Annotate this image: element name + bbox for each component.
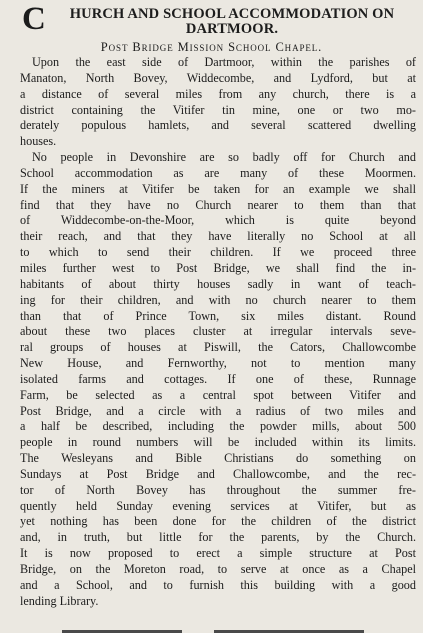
- article-line: Sundays at Post Bridge and Challowcombe, and the rec-: [20, 466, 416, 481]
- article-line: Bridge, on the Moreton road, to serve at once as a Chapel: [20, 562, 416, 576]
- article-line: about these two places cluster at irregular intervals seve-: [20, 324, 416, 339]
- article-line: New House, and Fernworthy, not to mention many: [20, 356, 416, 371]
- article-line: their reach, and that they have literally no School at all: [20, 229, 416, 244]
- article-line: than that of Prince Town, six miles distant. Round: [20, 308, 416, 323]
- article-line: The Wesleyans and Bible Christians do something on: [20, 451, 416, 466]
- article-line: Farm, be selected as a central spot between Vitifer and: [20, 387, 416, 402]
- article-line: to which to send their children. If we proceed three: [20, 245, 416, 260]
- headline-drop-cap: C: [22, 1, 46, 37]
- article-line: yet nothing has been done for the children of the district: [20, 514, 416, 529]
- article-line: School accommodation as are many of these Moormen.: [20, 165, 416, 180]
- article-body: [20, 55, 416, 610]
- headline: HURCH AND SCHOOL ACCOMMODATION ON DARTMOOR.: [69, 6, 395, 37]
- article-line: isolated farms and cottages. If one of these, Runnage: [20, 371, 416, 386]
- article-line: district containing the Vitifer tin mine, one or two mo-: [20, 102, 416, 117]
- article-line: derately populous hamlets, and several scattered dwelling: [20, 118, 416, 133]
- article-line: a distance of several miles from any church, there is a: [20, 86, 416, 101]
- article-line: find that they have no Church nearer to them than that: [20, 197, 416, 212]
- article-line: If the miners at Vitifer be taken for an example we shall: [20, 181, 416, 196]
- article-line: ing for their children, and with no church nearer to them: [20, 292, 416, 307]
- article-line: a half be described, including the powder mills, about 500: [20, 419, 416, 434]
- article-line: and a School, and to furnish this building with a good: [20, 577, 416, 592]
- article-line: quently held Sunday evening services at Vitifer, but as: [20, 498, 416, 513]
- article-line: Manaton, North Bovey, Widdecombe, and Lydford, but at: [20, 70, 416, 85]
- article-line: It is now proposed to erect a simple structure at Post: [20, 546, 416, 561]
- article-line: and, in truth, but little for the parents, by the Church.: [20, 530, 416, 545]
- subheading: Post Bridge Mission School Chapel.: [100, 40, 323, 54]
- article-line: Upon the east side of Dartmoor, within the parishes of: [32, 55, 416, 69]
- article-line: miles further west to Post Bridge, we shall find the in-: [20, 260, 416, 275]
- article-line: ral groups of houses at Piswill, the Cators, Challowcombe: [20, 340, 416, 355]
- article-line: of Widdecombe-on-the-Moor, which is quite beyond: [20, 213, 416, 228]
- article-line: lending Library.: [20, 593, 99, 608]
- article-line: people in round numbers will be included within its limits.: [20, 435, 416, 450]
- article-line: Post Bridge, and a circle with a radius of two miles and: [20, 403, 416, 418]
- article-line: habitants of about thirty houses sadly in want of teach-: [20, 276, 416, 291]
- article-line: tor of North Bovey has throughout the summer fre-: [20, 482, 416, 497]
- article-line: houses.: [20, 134, 57, 149]
- article-line: No people in Devonshire are so badly off for Church and: [32, 150, 416, 165]
